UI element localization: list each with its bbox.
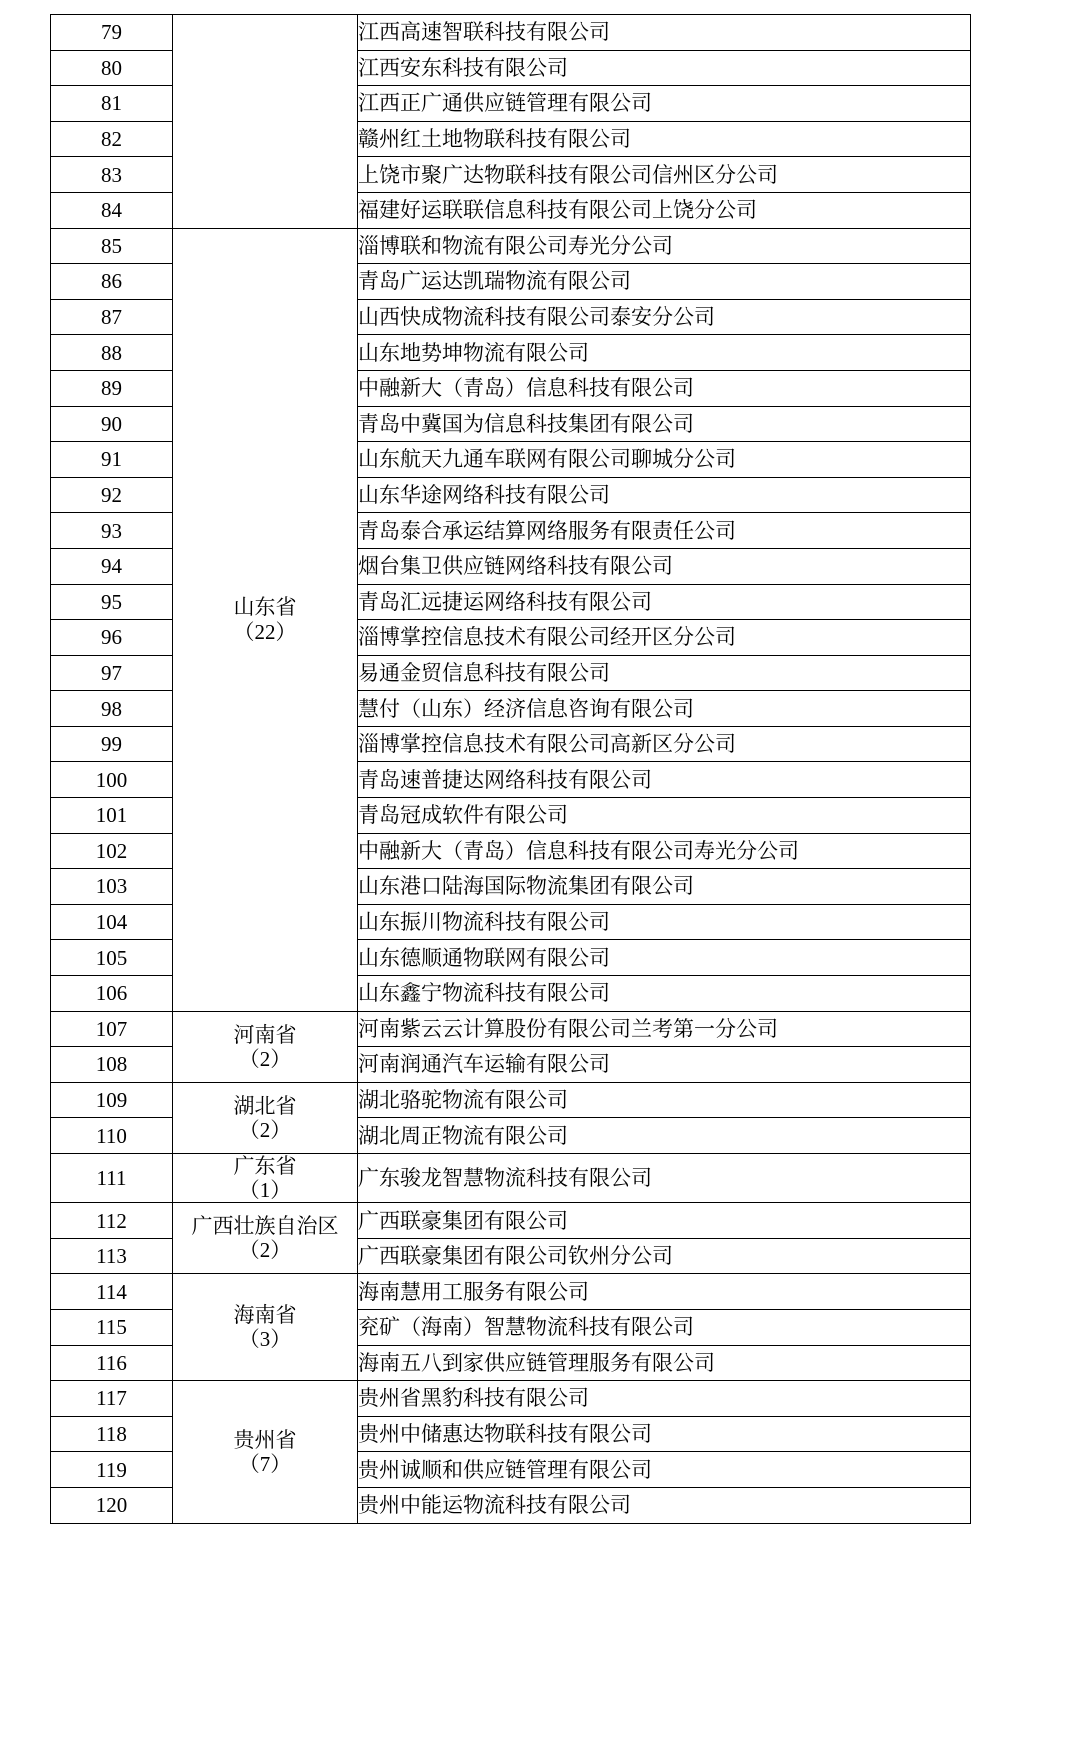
enterprise-name-cell: 河南紫云云计算股份有限公司兰考第一分公司 [358, 1011, 971, 1047]
enterprise-name-cell: 山东德顺通物联网有限公司 [358, 940, 971, 976]
row-index-cell: 101 [51, 798, 173, 834]
enterprise-name-cell: 广西联豪集团有限公司 [358, 1203, 971, 1239]
enterprise-name-cell: 山西快成物流科技有限公司泰安分公司 [358, 299, 971, 335]
table-row [51, 1274, 971, 1310]
row-index-cell: 92 [51, 477, 173, 513]
row-index-cell: 97 [51, 655, 173, 691]
enterprise-name-cell: 青岛汇远捷运网络科技有限公司 [358, 584, 971, 620]
enterprise-name-cell: 贵州诚顺和供应链管理有限公司 [358, 1452, 971, 1488]
row-index-cell: 79 [51, 15, 173, 51]
row-index-cell: 93 [51, 513, 173, 549]
row-index-cell: 80 [51, 50, 173, 86]
enterprise-name-cell: 青岛冠成软件有限公司 [358, 798, 971, 834]
row-index-cell: 99 [51, 726, 173, 762]
row-index-cell: 117 [51, 1381, 173, 1417]
enterprise-name-cell: 山东鑫宁物流科技有限公司 [358, 976, 971, 1012]
enterprise-name-cell: 淄博联和物流有限公司寿光分公司 [358, 228, 971, 264]
province-count: （7） [238, 1451, 292, 1476]
enterprise-name-cell: 广东骏龙智慧物流科技有限公司 [358, 1154, 971, 1203]
enterprise-name-cell: 淄博掌控信息技术有限公司高新区分公司 [358, 726, 971, 762]
enterprise-name-cell: 赣州红土地物联科技有限公司 [358, 121, 971, 157]
row-index-cell: 105 [51, 940, 173, 976]
province-count: （2） [238, 1238, 292, 1263]
enterprise-name-cell: 贵州省黑豹科技有限公司 [358, 1381, 971, 1417]
enterprise-name-cell: 江西安东科技有限公司 [358, 50, 971, 86]
province-group-cell [173, 1381, 358, 1523]
row-index-cell: 108 [51, 1047, 173, 1083]
enterprise-name-cell: 湖北骆驼物流有限公司 [358, 1082, 971, 1118]
row-index-cell: 109 [51, 1082, 173, 1118]
row-index-cell: 98 [51, 691, 173, 727]
row-index-cell: 116 [51, 1345, 173, 1381]
table-row [51, 1011, 971, 1047]
row-index-cell: 81 [51, 86, 173, 122]
table-row [51, 1203, 971, 1239]
province-name: 山东省 [233, 595, 297, 620]
enterprise-name-cell: 青岛速普捷达网络科技有限公司 [358, 762, 971, 798]
table-row [51, 1381, 971, 1417]
row-index-cell: 104 [51, 904, 173, 940]
row-index-cell: 110 [51, 1118, 173, 1154]
province-count: （3） [238, 1327, 292, 1352]
enterprise-name-cell: 山东华途网络科技有限公司 [358, 477, 971, 513]
enterprise-name-cell: 河南润通汽车运输有限公司 [358, 1047, 971, 1083]
row-index-cell: 106 [51, 976, 173, 1012]
row-index-cell: 118 [51, 1416, 173, 1452]
row-index-cell: 111 [51, 1154, 173, 1203]
row-index-cell: 119 [51, 1452, 173, 1488]
province-name: 广西壮族自治区 [191, 1214, 339, 1239]
row-index-cell: 115 [51, 1310, 173, 1346]
table-row [51, 15, 971, 51]
province-group-cell [173, 15, 358, 229]
row-index-cell: 96 [51, 620, 173, 656]
province-group-cell [173, 1154, 358, 1203]
row-index-cell: 84 [51, 192, 173, 228]
table-body [51, 15, 971, 1524]
row-index-cell: 95 [51, 584, 173, 620]
enterprise-name-cell: 青岛广运达凯瑞物流有限公司 [358, 264, 971, 300]
province-name: 海南省 [233, 1303, 297, 1328]
enterprise-name-cell: 青岛中冀国为信息科技集团有限公司 [358, 406, 971, 442]
enterprise-name-cell: 易通金贸信息科技有限公司 [358, 655, 971, 691]
province-name: 贵州省 [233, 1427, 297, 1452]
enterprise-name-cell: 海南慧用工服务有限公司 [358, 1274, 971, 1310]
row-index-cell: 90 [51, 406, 173, 442]
enterprise-name-cell: 慧付（山东）经济信息咨询有限公司 [358, 691, 971, 727]
row-index-cell: 82 [51, 121, 173, 157]
enterprise-name-cell: 广西联豪集团有限公司钦州分公司 [358, 1238, 971, 1274]
enterprise-name-cell: 兖矿（海南）智慧物流科技有限公司 [358, 1310, 971, 1346]
province-group-cell [173, 228, 358, 1011]
province-name: 湖北省 [233, 1093, 297, 1118]
row-index-cell: 100 [51, 762, 173, 798]
row-index-cell: 112 [51, 1203, 173, 1239]
enterprise-name-cell: 青岛泰合承运结算网络服务有限责任公司 [358, 513, 971, 549]
enterprise-name-cell: 山东港口陆海国际物流集团有限公司 [358, 869, 971, 905]
row-index-cell: 114 [51, 1274, 173, 1310]
row-index-cell: 120 [51, 1488, 173, 1524]
province-count: （2） [238, 1117, 292, 1142]
row-index-cell: 107 [51, 1011, 173, 1047]
row-index-cell: 88 [51, 335, 173, 371]
enterprise-name-cell: 湖北周正物流有限公司 [358, 1118, 971, 1154]
table-row [51, 1082, 971, 1118]
row-index-cell: 89 [51, 370, 173, 406]
province-group-cell [173, 1011, 358, 1082]
row-index-cell: 85 [51, 228, 173, 264]
enterprise-name-cell: 福建好运联联信息科技有限公司上饶分公司 [358, 192, 971, 228]
enterprise-name-cell: 烟台集卫供应链网络科技有限公司 [358, 548, 971, 584]
enterprise-listing-table [50, 14, 971, 1524]
enterprise-name-cell: 山东地势坤物流有限公司 [358, 335, 971, 371]
row-index-cell: 102 [51, 833, 173, 869]
table-row [51, 1154, 971, 1203]
table-row [51, 228, 971, 264]
province-group-cell [173, 1274, 358, 1381]
row-index-cell: 113 [51, 1238, 173, 1274]
row-index-cell: 91 [51, 442, 173, 478]
row-index-cell: 83 [51, 157, 173, 193]
enterprise-name-cell: 贵州中能运物流科技有限公司 [358, 1488, 971, 1524]
enterprise-name-cell: 江西高速智联科技有限公司 [358, 15, 971, 51]
row-index-cell: 94 [51, 548, 173, 584]
province-name: 河南省 [233, 1022, 297, 1047]
row-index-cell: 87 [51, 299, 173, 335]
enterprise-name-cell: 淄博掌控信息技术有限公司经开区分公司 [358, 620, 971, 656]
enterprise-name-cell: 山东航天九通车联网有限公司聊城分公司 [358, 442, 971, 478]
province-group-cell [173, 1082, 358, 1153]
enterprise-name-cell: 江西正广通供应链管理有限公司 [358, 86, 971, 122]
enterprise-name-cell: 山东振川物流科技有限公司 [358, 904, 971, 940]
province-group-cell [173, 1203, 358, 1274]
enterprise-name-cell: 贵州中储惠达物联科技有限公司 [358, 1416, 971, 1452]
enterprise-name-cell: 海南五八到家供应链管理服务有限公司 [358, 1345, 971, 1381]
province-count: （22） [233, 619, 297, 644]
row-index-cell: 103 [51, 869, 173, 905]
province-count: （1） [238, 1178, 292, 1203]
enterprise-name-cell: 中融新大（青岛）信息科技有限公司寿光分公司 [358, 833, 971, 869]
province-name: 广东省 [233, 1154, 297, 1178]
province-count: （2） [238, 1046, 292, 1071]
enterprise-name-cell: 中融新大（青岛）信息科技有限公司 [358, 370, 971, 406]
enterprise-name-cell: 上饶市聚广达物联科技有限公司信州区分公司 [358, 157, 971, 193]
row-index-cell: 86 [51, 264, 173, 300]
